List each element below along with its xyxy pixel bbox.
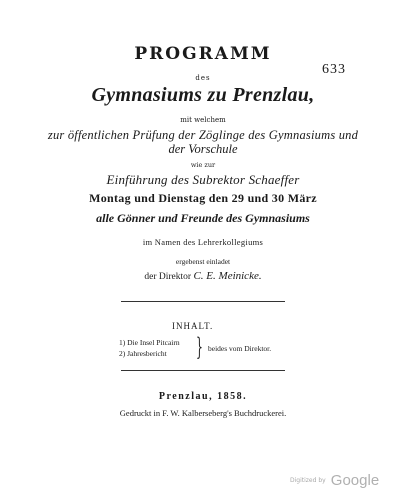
inhalt-item-2: 2) Jahresbericht [119, 349, 167, 358]
divider-bottom [121, 370, 285, 371]
brace-glyph: } [196, 333, 203, 361]
mit-welchem-text: mit welchem [180, 116, 226, 124]
pruefung-line-1: zur öffentlichen Prüfung der Zöglinge des Gymnasiums und [47, 128, 359, 142]
direktor-name: C. E. Meinicke. [193, 270, 262, 282]
des-text: des [195, 74, 211, 82]
page-number: 633 [322, 62, 346, 77]
einfuehrung-line: Einführung des Subrektor Schaeffer [106, 172, 300, 187]
inhalt-item-1: 1) Die Insel Pitcairn [119, 338, 180, 347]
title-text: PROGRAMM [134, 44, 272, 64]
pruefung-line-2: der Vorschule [168, 142, 238, 156]
divider-top [121, 301, 285, 302]
document-title [0, 44, 406, 64]
google-logo: Google [330, 472, 380, 489]
imprint-ort: Prenzlau, 1858. [158, 391, 248, 402]
direktor-line [0, 270, 406, 282]
direktor-prefix: der Direktor [144, 272, 192, 282]
datum-line: Montag und Dienstag den 29 und 30 März [89, 191, 317, 205]
goenner-line: alle Gönner und Freunde des Gymnasiums [96, 211, 310, 225]
inhalt-heading: INHALT. [172, 321, 214, 331]
gymnasium-name: Gymnasiums zu Prenzlau, [91, 84, 315, 106]
google-watermark [290, 470, 379, 489]
ergebenst-line: ergebenst einladet [175, 257, 231, 266]
wie-zur-text: wie zur [190, 161, 216, 169]
digitized-by-text: Digitized by [290, 477, 326, 484]
brace-note: beides vom Direktor. [208, 344, 272, 353]
namen-line: im Namen des Lehrerkollegiums [142, 237, 264, 247]
imprint-druck: Gedruckt in F. W. Kalberseberg's Buchdruckerei. [119, 408, 287, 418]
